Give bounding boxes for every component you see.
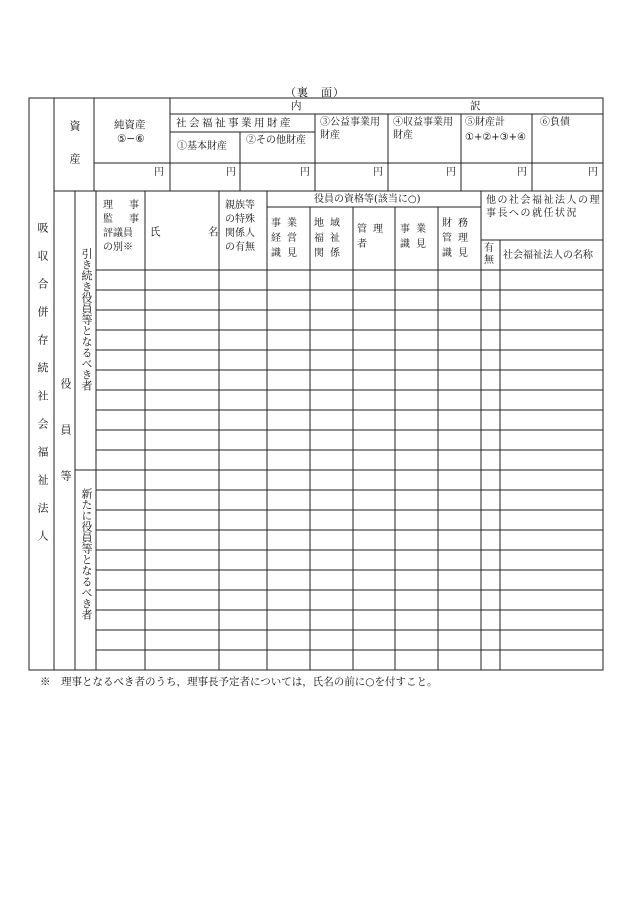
officers-label: 役 員 等 [59,378,72,493]
liabilities-label: ⑥負債 [540,117,570,128]
property-total-formula: ①+②+③+④ [465,132,526,143]
relation-header-2: の特殊 [225,214,255,225]
group-continuing-label: 引き続き役員等となるべき者 [80,248,93,391]
role-header-2: 監 事 [103,214,142,225]
net-assets-formula: ⑤−⑥ [117,133,145,145]
role-header-4: の別※ [103,242,133,253]
other-property-label: ②その他財産 [246,135,306,146]
yen-net-assets: 円 [154,167,164,178]
group-new-label: 新たに役員等となるべき者 [80,488,93,620]
net-assets-label: 純資産 [114,119,146,131]
basic-property-label: ①基本財産 [177,141,227,152]
role-header-1: 理 事 [103,200,142,211]
qual-regional-header: 地域福祉関係 [314,218,346,259]
qual-management-header: 事業経営識見 [271,218,303,259]
footnote: ※ 理事となるべき者のうち，理事長予定者については，氏名の前に○を付すこと。 [40,676,438,688]
relation-header-1: 親族等 [225,200,255,211]
yen-profit: 円 [446,167,456,178]
other-corp-status-header: 他の社会福祉法人の理事長への就任状況 [486,195,601,219]
qual-manager-header: 管理者 [357,224,389,250]
assets-label: 資 産 [68,120,81,164]
yen-other-property: 円 [300,167,310,178]
qual-finance-header: 財務管理識見 [442,218,474,259]
role-header-3: 評議員 [103,228,133,239]
social-welfare-property-label: 社会福祉事業用財産 [176,117,293,129]
yen-basic-property: 円 [226,167,236,178]
property-total-label: ⑤財産計 [465,117,505,128]
presence-header: 有無 [484,243,494,266]
yen-total: 円 [517,167,527,178]
page-title: （裏 面） [285,86,345,99]
other-corp-name-header: 社会福祉法人の名称 [503,250,593,261]
breakdown-label-right: 訳 [470,100,481,112]
corporation-type-label: 吸収合併存続社会福祉法人 [36,222,49,558]
yen-liabilities: 円 [588,167,598,178]
profit-property-label: ④収益事業用財産 [393,117,453,141]
public-interest-property-label: ③公益事業用財産 [320,117,380,141]
yen-public-interest: 円 [373,167,383,178]
name-header: 氏 名 [150,226,223,238]
qualifications-header: 役員の資格等(該当に○) [314,194,421,205]
breakdown-label-left: 内 [291,100,302,112]
relation-header-4: の有無 [225,242,255,253]
qual-business-header: 事業識見 [400,224,432,250]
relation-header-3: 関係人 [225,228,255,239]
